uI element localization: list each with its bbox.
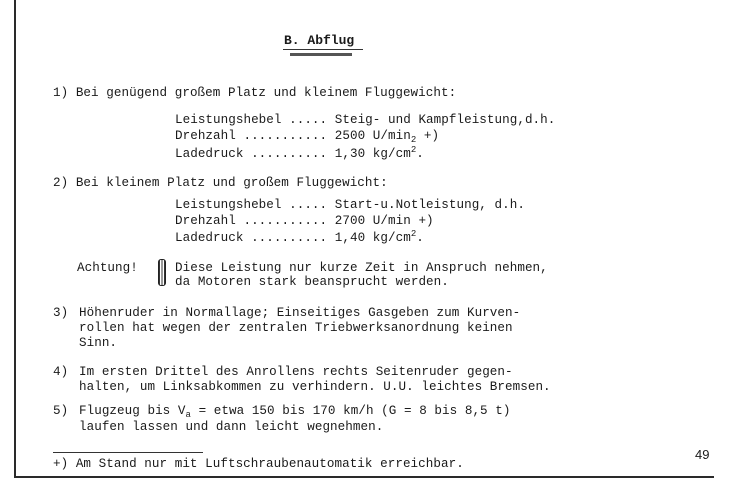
footnote: +) Am Stand nur mit Luftschraubenautomatik erreichbar. bbox=[53, 457, 464, 471]
page-bottom-border bbox=[14, 476, 714, 478]
section-title: B. Abflug bbox=[284, 33, 355, 48]
item-2-rpm: Drehzahl ........... 2700 U/min +) bbox=[175, 214, 434, 228]
item-1-rpm-sub: 2 bbox=[410, 135, 417, 145]
item-5-number: 5) bbox=[53, 404, 69, 418]
item-5-velocity-sub: a bbox=[185, 410, 191, 420]
item-3-line-3: Sinn. bbox=[79, 336, 118, 350]
title-underline bbox=[283, 49, 363, 50]
item-3-line-2: rollen hat wegen der zentralen Triebwerksanordnung keinen bbox=[79, 321, 513, 335]
item-4-number: 4) bbox=[53, 365, 69, 379]
item-1-text: Bei genügend großem Platz und kleinem Fluggewicht: bbox=[75, 86, 457, 100]
item-1-boost: Ladedruck .......... 1,30 $kg/cm^2$. bbox=[175, 145, 424, 161]
item-2-number: 2) bbox=[53, 176, 69, 190]
footnote-rule bbox=[53, 452, 203, 453]
item-3-line-1: Höhenruder in Normallage; Einseitiges Gasgeben zum Kurven- bbox=[79, 306, 521, 320]
item-2 bbox=[53, 176, 388, 190]
title-underline-double bbox=[290, 53, 352, 56]
item-2-boost: Ladedruck .......... 1,40 $kg/cm^2$. bbox=[175, 229, 424, 245]
item-2-lever: Leistungshebel ..... Start-u.Notleistung, d.h. bbox=[175, 198, 525, 212]
item-4-line-1: Im ersten Drittel des Anrollens rechts Seitenruder gegen- bbox=[79, 365, 513, 379]
item-1 bbox=[53, 86, 456, 100]
item-1-number: 1) bbox=[53, 86, 69, 100]
warning-label: Achtung! bbox=[77, 261, 138, 275]
warning-line-2: da Motoren stark beansprucht werden. bbox=[175, 275, 449, 289]
page-left-border bbox=[14, 0, 16, 477]
item-1-rpm: Drehzahl ........... 2500 $U/\min_2$ +) bbox=[175, 129, 440, 145]
item-1-lever: Leistungshebel ..... Steig- und Kampfleistung,d.h. bbox=[175, 113, 556, 127]
exclamation-icon bbox=[158, 259, 166, 286]
page-number: 49 bbox=[695, 447, 710, 462]
item-4-line-2: halten, um Linksabkommen zu verhindern. U.U. leichtes Bremsen. bbox=[79, 380, 551, 394]
item-5-line-2: laufen lassen und dann leicht wegnehmen. bbox=[79, 420, 384, 434]
item-3-number: 3) bbox=[53, 306, 69, 320]
item-2-text: Bei kleinem Platz und großem Fluggewicht: bbox=[75, 176, 388, 190]
item-5-line-1: Flugzeug bis $V_a$ = etwa 150 bis 170 km/h (G = 8 bis 8,5 t) bbox=[79, 404, 511, 420]
warning-line-1: Diese Leistung nur kurze Zeit in Anspruch nehmen, bbox=[175, 261, 548, 275]
